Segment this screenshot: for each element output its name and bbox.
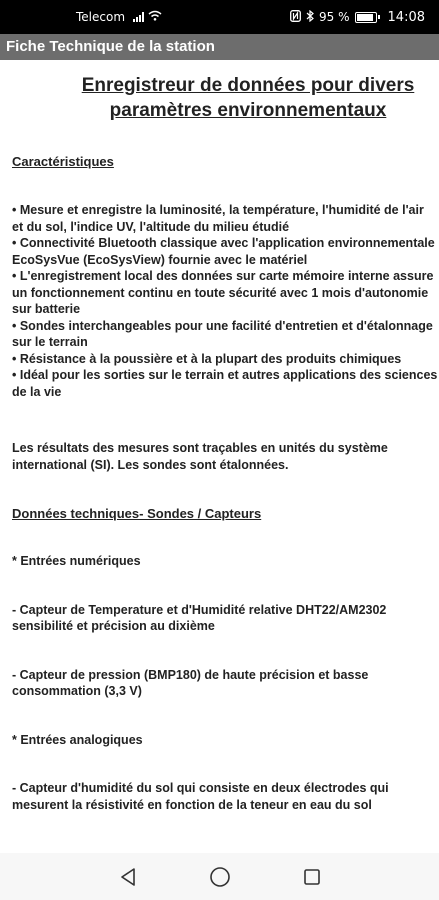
digital-inputs-label: * Entrées numériques <box>12 554 141 568</box>
document-title <box>58 73 438 123</box>
list-item: sur batterie <box>12 302 81 316</box>
list-item: sur le terrain <box>12 335 88 349</box>
app-bar-title: Fiche Technique de la station <box>0 34 439 60</box>
signal-icon <box>133 12 144 22</box>
features-heading: Caractéristiques <box>12 154 114 169</box>
battery-icon <box>355 12 377 23</box>
bmp-line-2: consommation (3,3 V) <box>12 684 142 698</box>
document-title-line-1: Enregistreur de données pour divers <box>81 75 415 96</box>
carrier-name: Telecom <box>76 10 126 24</box>
list-item: • Idéal pour les sorties sur le terrain et autres applications des sciences <box>12 368 438 382</box>
list-item: de la vie <box>12 384 62 399</box>
status-bar <box>0 0 439 34</box>
list-item: • Résistance à la poussière et à la plupart des produits chimiques <box>12 351 402 366</box>
navigation-bar <box>0 853 439 900</box>
si-line-2: international (SI). Les sondes sont étalonnées. <box>12 457 289 472</box>
recents-icon[interactable] <box>303 868 321 886</box>
dht-line-2: sensibilité et précision au dixième <box>12 619 215 633</box>
list-item: • Connectivité Bluetooth classique avec l'application environnementale <box>12 236 435 250</box>
list-item: EcoSysVue (EcoSysView) fournie avec le matériel <box>12 252 308 267</box>
list-item: un fonctionnement continu en toute sécurité avec 1 mois d'autonomie <box>12 285 429 300</box>
list-item: • Sondes interchangeables pour une facilité d'entretien et d'étalonnage <box>12 318 433 333</box>
soil-sensor-item <box>12 780 439 813</box>
document-view[interactable] <box>0 60 439 853</box>
list-item: • Mesure et enregistre la luminosité, la température, l'humidité de l'air <box>12 203 424 217</box>
list-item: • L'enregistrement local des données sur carte mémoire interne assure <box>12 269 434 283</box>
features-list <box>12 202 439 400</box>
si-paragraph <box>12 440 439 473</box>
wifi-icon <box>148 10 162 24</box>
bmp-sensor-item <box>12 667 439 700</box>
clock: 14:08 <box>387 9 425 25</box>
document-title-line-2: paramètres environnementaux <box>109 100 387 121</box>
analog-inputs-label: * Entrées analogiques <box>12 732 143 747</box>
list-item: et du sol, l'indice UV, l'altitude du milieu étudié <box>12 219 290 234</box>
battery-level: 95 % <box>319 10 350 24</box>
home-icon[interactable] <box>209 866 231 888</box>
nfc-icon <box>290 10 301 25</box>
dht-line-1: - Capteur de Temperature et d'Humidité relative DHT22/AM2302 <box>12 602 387 617</box>
dht-sensor-item <box>12 602 439 635</box>
soil-line-1: - Capteur d'humidité du sol qui consiste en deux électrodes qui <box>12 781 389 795</box>
bmp-line-1: - Capteur de pression (BMP180) de haute précision et basse <box>12 667 369 682</box>
bluetooth-icon <box>306 10 314 25</box>
soil-line-2: mesurent la résistivité en fonction de la teneur en eau du sol <box>12 797 372 812</box>
back-icon[interactable] <box>119 867 137 887</box>
si-line-1: Les résultats des mesures sont traçables en unités du système <box>12 441 388 455</box>
tech-heading: Données techniques- Sondes / Capteurs <box>12 506 262 521</box>
